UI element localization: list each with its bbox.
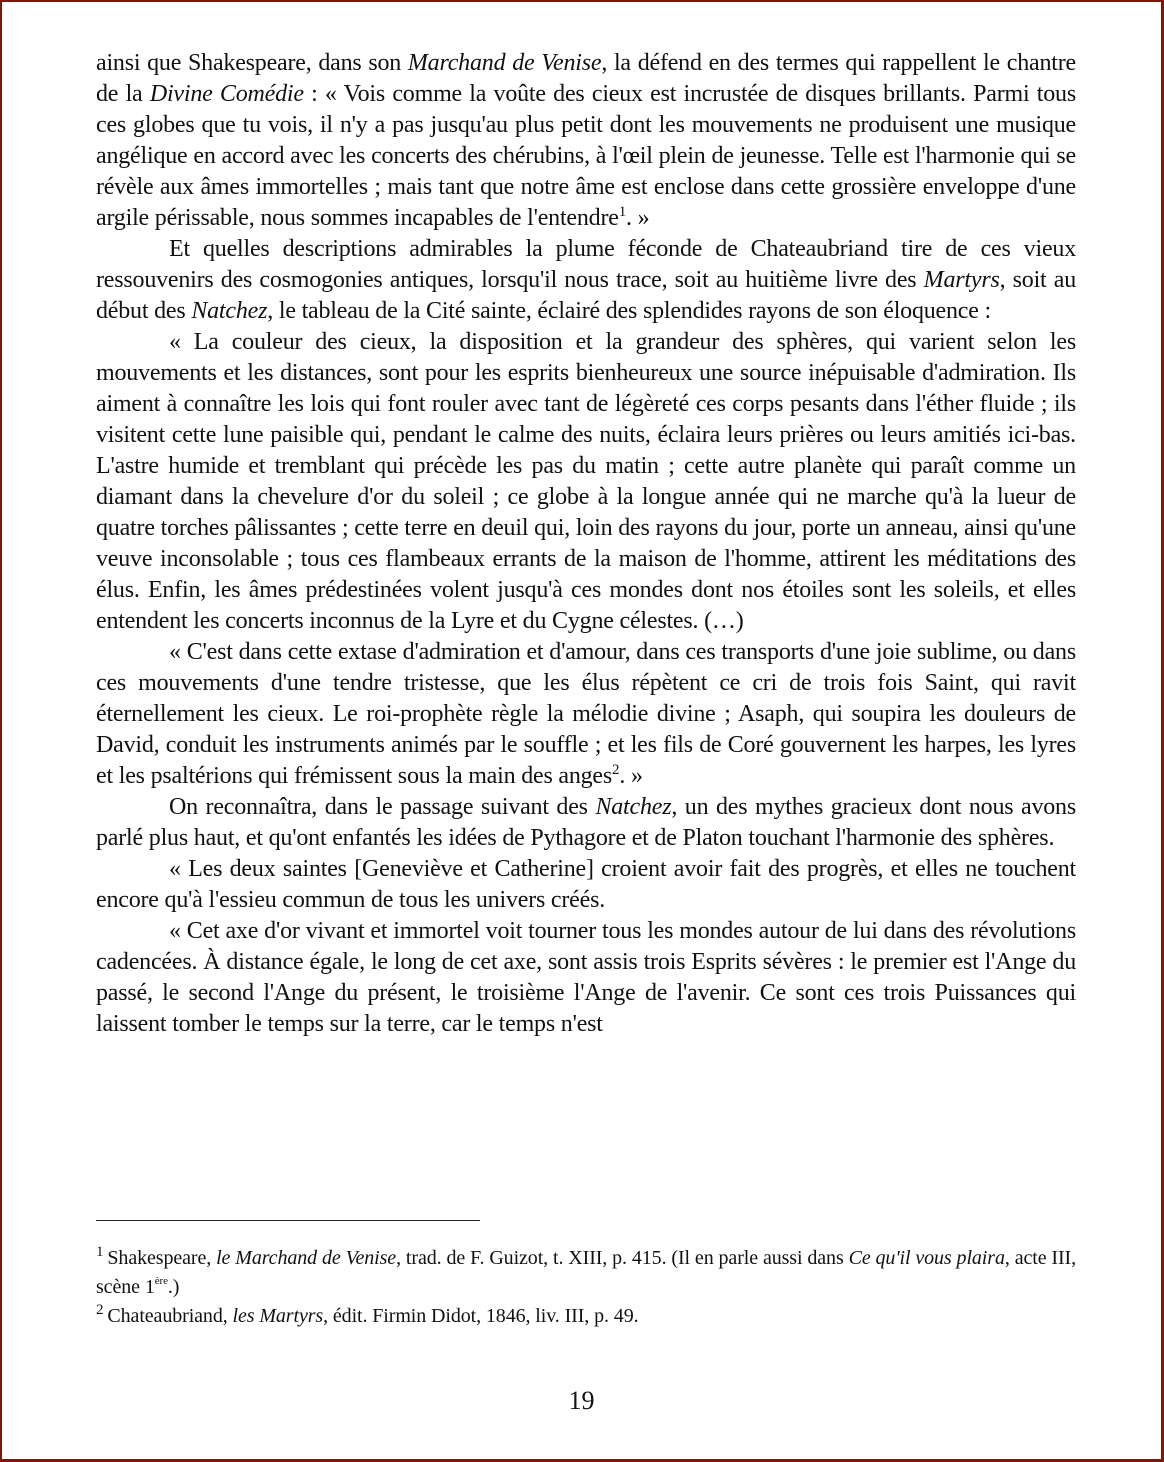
- text-run: « Cet axe d'or vivant et immortel voit tourner tous les mondes autour de lui dans des révolutions cadencées. À distance égale, le long de cet axe, sont assis trois Esprits sévères : le premier est l'Ange du passé, le second l'Ange du présent, le troisième l'Ange de l'avenir. Ce sont ces trois Puissances qui laissent tomber le temps sur la terre, car le temps n'est: [96, 918, 1076, 1037]
- text-run: « C'est dans cette extase d'admiration et d'amour, dans ces transports d'une joie sublime, ou dans ces mouvements d'une tendre tristesse, que les élus répètent ce cri de trois fois Saint, qui ravit éternellement les cieux. Le roi-prophète règle la mélodie divine ; Asaph, qui soupira les douleurs de David, conduit les instruments animés par le souffle ; et les fils de Coré gouvernent les harpes, les lyres et les psaltérions qui frémissent sous la main des anges: [96, 639, 1076, 789]
- text-run: , soit au début des: [96, 267, 1076, 324]
- footnote: [96, 1244, 1076, 1302]
- text-run: ainsi que Shakespeare, dans son: [96, 50, 408, 76]
- footnote: [96, 1302, 1076, 1331]
- paragraph: [96, 234, 1076, 327]
- text-run: , un des mythes gracieux dont nous avons parlé plus haut, et qu'ont enfantés les idées de Pythagore et de Platon touchant l'harmonie des sphères.: [96, 794, 1076, 851]
- block-quote-paragraph: [96, 327, 1076, 637]
- text-run: Shakespeare,: [107, 1247, 217, 1269]
- footnote-reference[interactable]: 2: [612, 762, 620, 778]
- text-run: , la défend en des termes qui rappellent le chantre de la: [96, 50, 1076, 107]
- text-run: , acte III, scène 1: [96, 1247, 1076, 1298]
- text-run: On reconnaîtra, dans le passage suivant des: [169, 794, 596, 820]
- text-run: Chateaubriand,: [107, 1305, 233, 1327]
- text-run: : « Vois comme la voûte des cieux est incrustée de disques brillants. Parmi tous ces globes que tu vois, il n'y a pas jusqu'au plus petit dont les mouvements ne produisent une musique angélique en accord avec les concerts des chérubins, à l'œil plein de jeunesse. Telle est l'harmonie qui se révèle aux âmes immortelles ; mais tant que notre âme est enclose dans cette grossière enveloppe d'une argile périssable, nous sommes incapables de l'entendre: [96, 81, 1076, 231]
- text-run: Et quelles descriptions admirables la plume féconde de Chateaubriand tire de ces vieux ressouvenirs des cosmogonies antiques, lorsqu'il nous trace, soit au huitième livre des: [96, 236, 1076, 293]
- text-run: « Les deux saintes [Geneviève et Catherine] croient avoir fait des progrès, et elles ne touchent encore qu'à l'essieu commun de tous les univers créés.: [96, 856, 1076, 913]
- italic-title: Natchez: [595, 794, 672, 820]
- italic-title: Ce qu'il vous plaira: [848, 1247, 1005, 1269]
- italic-title: Marchand de Venise: [407, 50, 602, 76]
- italic-title: le Marchand de Venise: [216, 1247, 397, 1269]
- text-run: .): [167, 1276, 180, 1298]
- paragraph: [96, 48, 1076, 234]
- text-run: . »: [626, 205, 650, 231]
- footnote-separator: [96, 1220, 480, 1221]
- block-quote-paragraph: [96, 916, 1076, 1040]
- block-quote-paragraph: [96, 637, 1076, 792]
- italic-title: Martyrs: [923, 267, 1000, 293]
- text-run: , édit. Firmin Didot, 1846, liv. III, p. 49.: [323, 1305, 639, 1327]
- text-run: , trad. de F. Guizot, t. XIII, p. 415. (Il en parle aussi dans: [396, 1247, 849, 1269]
- text-run: « La couleur des cieux, la disposition et la grandeur des sphères, qui varient selon les mouvements et les distances, sont pour les esprits bienheureux une source inépuisable d'admiration. Ils aiment à connaître les lois qui font rouler avec tant de légèreté ces corps pesants dans l'éther fluide ; ils visitent cette lune paisible qui, pendant le calme des nuits, éclaira leurs prières ou leurs amitiés ici-bas. L'astre humide et tremblant qui précède les pas du matin ; cette autre planète qui paraît comme un diamant dans la chevelure d'or du soleil ; ce globe à la longue année qui ne marche qu'à la lueur de quatre torches pâlissantes ; cette terre en deuil qui, loin des rayons du jour, porte un anneau, ainsi qu'une veuve inconsolable ; tous ces flambeaux errants de la maison de l'homme, attirent les méditations des élus. Enfin, les âmes prédestinées volent jusqu'à ces mondes dont nos étoiles sont les soleils, et elles entendent les concerts inconnus de la Lyre et du Cygne célestes. (…): [96, 329, 1076, 634]
- page-number: 19: [568, 1386, 595, 1415]
- footnote-reference[interactable]: 1: [618, 204, 627, 220]
- footnote-number: 2: [96, 1302, 104, 1318]
- paragraph: [96, 792, 1076, 854]
- body-text: [96, 48, 1076, 1040]
- italic-title: Divine Comédie: [149, 81, 304, 107]
- footnotes: [96, 1244, 1076, 1331]
- text-run: . »: [619, 763, 643, 789]
- italic-title: Natchez: [191, 298, 268, 324]
- italic-title: les Martyrs: [232, 1305, 324, 1327]
- text-run: , le tableau de la Cité sainte, éclairé des splendides rayons de son éloquence :: [267, 298, 991, 324]
- superscript-text: ère: [154, 1275, 168, 1287]
- footnote-number: 1: [96, 1244, 104, 1260]
- block-quote-paragraph: [96, 854, 1076, 916]
